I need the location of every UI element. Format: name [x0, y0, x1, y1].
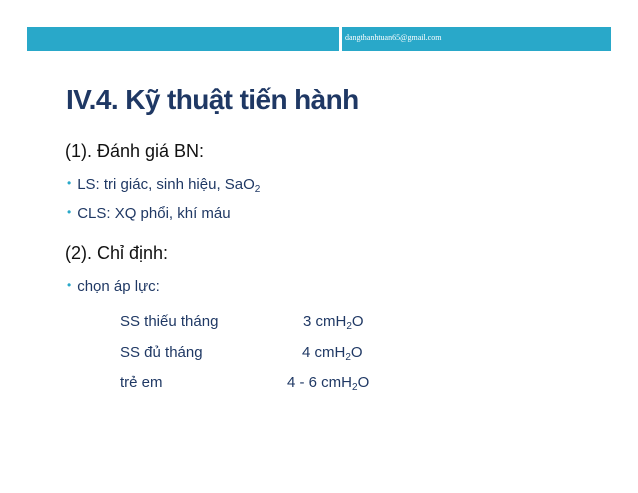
- pressure-row-value: 4 - 6 cmH$_2$O: [287, 374, 370, 393]
- bullet-text: chọn áp lực:: [77, 278, 160, 295]
- pressure-row-label: SS thiếu tháng: [120, 313, 219, 330]
- slide-title: IV.4. Kỹ thuật tiến hành: [66, 84, 359, 115]
- bullet-dot-icon: •: [67, 176, 72, 190]
- bullet-text: CLS: XQ phổi, khí máu: [77, 205, 231, 222]
- pressure-row: [120, 344, 420, 366]
- header-strip: [27, 27, 611, 51]
- header-separator: [339, 27, 342, 51]
- bullet-paraclinical: [67, 205, 231, 222]
- subscript: 2: [254, 184, 261, 195]
- bullet-text: LS: tri giác, sinh hiệu, SaO: [77, 176, 255, 193]
- bullet-pressure: [67, 278, 160, 295]
- bullet-dot-icon: •: [67, 278, 72, 292]
- pressure-row-value: 3 cmH$_2$O: [303, 313, 364, 332]
- pressure-row: [120, 374, 420, 396]
- author-email: dangthanhtuan65@gmail.com: [345, 33, 442, 42]
- bullet-clinical: [67, 176, 260, 193]
- pressure-row-label: SS đủ tháng: [120, 344, 203, 361]
- pressure-row-label: trẻ em: [120, 374, 163, 391]
- bullet-dot-icon: •: [67, 205, 72, 219]
- pressure-row-value: 4 cmH$_2$O: [302, 344, 363, 363]
- section-heading-indication: (2). Chỉ định:: [65, 243, 169, 263]
- pressure-row: [120, 313, 420, 335]
- section-heading-assessment: (1). Đánh giá BN:: [65, 141, 205, 161]
